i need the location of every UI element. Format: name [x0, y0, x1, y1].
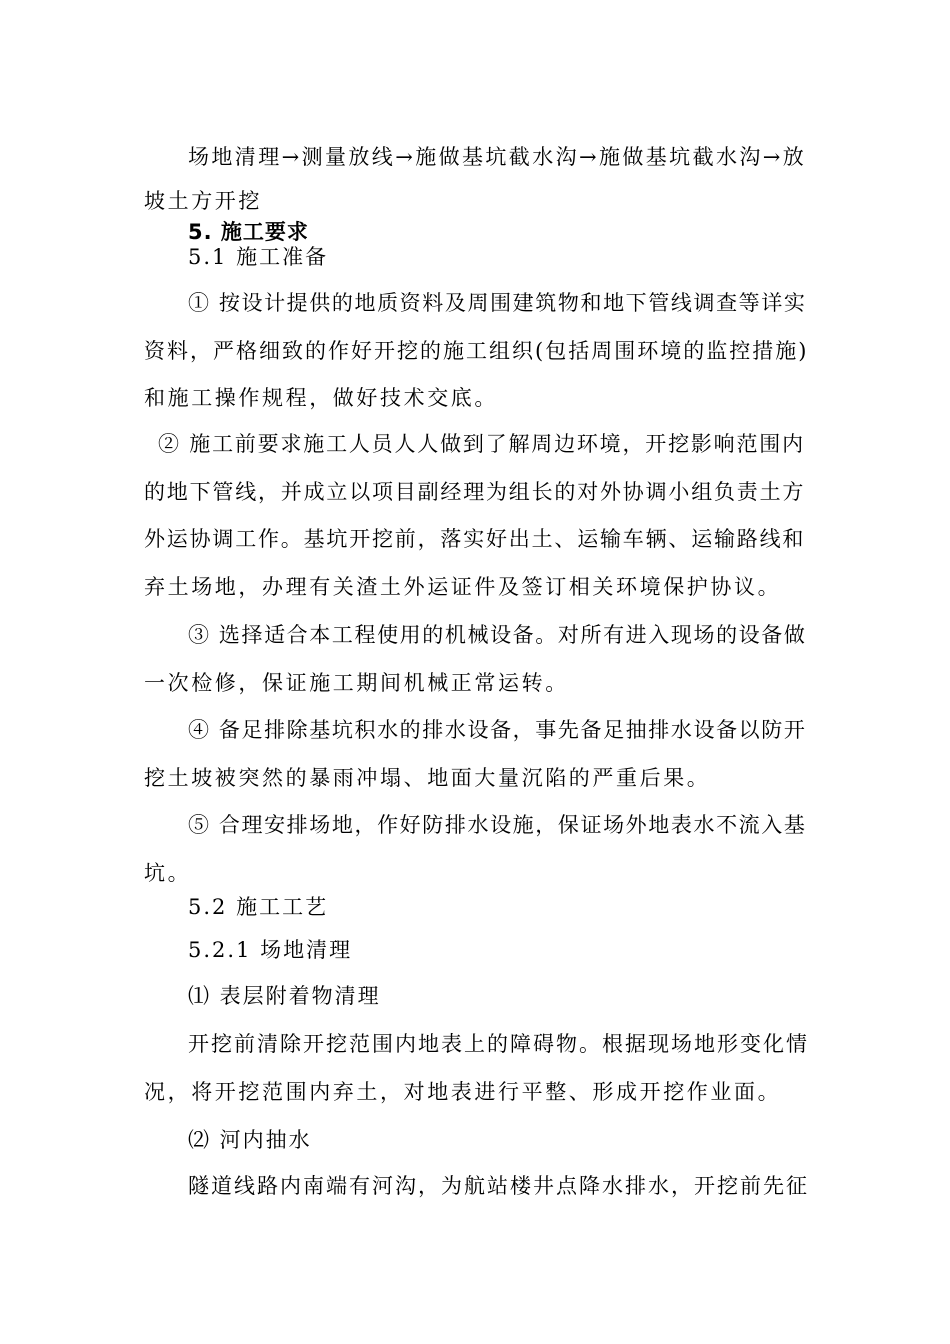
item-2-line-4: 弃土场地，办理有关渣土外运证件及签订相关环境保护协议。: [144, 575, 782, 599]
item-3-line-2: 一次检修，保证施工期间机械正常运转。: [144, 671, 569, 695]
item-1-line-2: 资料，严格细致的作好开挖的施工组织(包括周围环境的监控措施): [144, 339, 809, 363]
item-1-line-3: 和施工操作规程，做好技术交底。: [144, 386, 498, 410]
item-2-line-2: 的地下管线，并成立以项目副经理为组长的对外协调小组负责土方: [144, 480, 806, 504]
item-5-line-2: 坑。: [144, 861, 192, 885]
item-heading-river-pumping: ⑵ 河内抽水: [188, 1128, 312, 1152]
subsection-heading-5-1: 5.1 施工准备: [188, 245, 329, 269]
item-4-line-2: 挖土坡被突然的暴雨冲塌、地面大量沉陷的严重后果。: [144, 766, 711, 790]
subsection-heading-5-2: 5.2 施工工艺: [188, 895, 329, 919]
item-1-line-1: ① 按设计提供的地质资料及周围建筑物和地下管线调查等详实: [188, 291, 807, 315]
item-2-line-1: ② 施工前要求施工人员人人做到了解周边环境，开挖影响范围内: [158, 432, 805, 456]
item-5-line-1: ⑤ 合理安排场地，作好防排水设施，保证场外地表水不流入基: [188, 813, 807, 837]
clearing-paragraph-line-1: 开挖前清除开挖范围内地表上的障碍物。根据现场地形变化情: [188, 1032, 809, 1056]
item-2-line-3: 外运协调工作。基坑开挖前，落实好出土、运输车辆、运输路线和: [144, 527, 806, 551]
clearing-paragraph-line-2: 况，将开挖范围内弃土，对地表进行平整、形成开挖作业面。: [144, 1080, 782, 1104]
process-flow-line-1: 场地清理→测量放线→施做基坑截水沟→施做基坑截水沟→放: [188, 145, 807, 169]
subsection-heading-5-2-1: 5.2.1 场地清理: [188, 938, 353, 962]
pumping-paragraph-line-1: 隧道线路内南端有河沟，为航站楼井点降水排水，开挖前先征: [188, 1174, 809, 1198]
item-heading-surface-clearing: ⑴ 表层附着物清理: [188, 984, 381, 1008]
process-flow-line-2: 坡土方开挖: [144, 189, 262, 213]
section-heading-5: 5. 施工要求: [188, 220, 309, 244]
item-3-line-1: ③ 选择适合本工程使用的机械设备。对所有进入现场的设备做: [188, 623, 807, 647]
item-4-line-1: ④ 备足排除基坑积水的排水设备，事先备足抽排水设备以防开: [188, 718, 807, 742]
